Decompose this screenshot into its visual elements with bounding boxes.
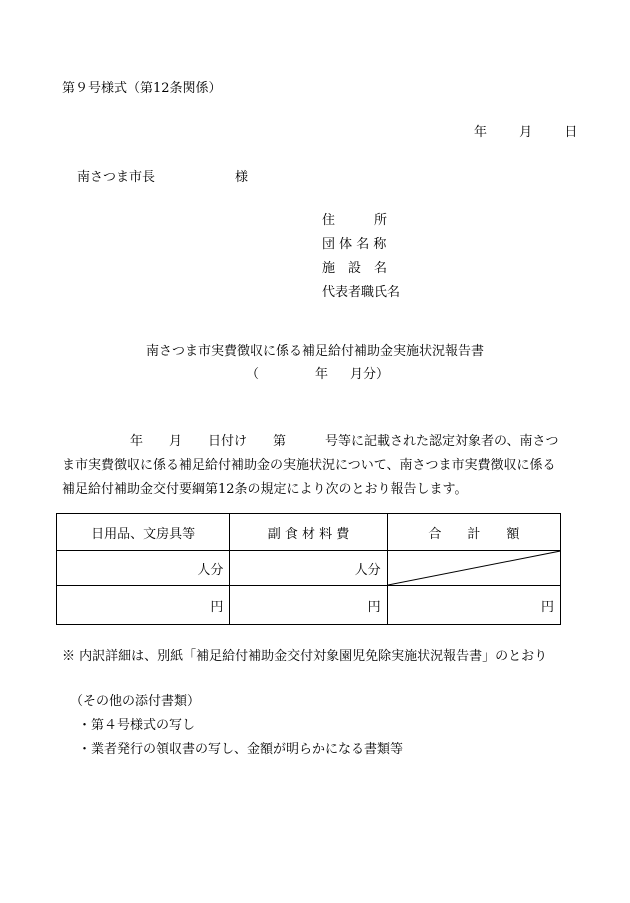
applicant-fields (322, 212, 400, 308)
table-amount-row (57, 586, 561, 625)
header-daily-goods: 日用品、文房具等 (57, 514, 230, 551)
date-line (474, 126, 577, 139)
report-table (56, 513, 561, 625)
attachments (70, 690, 403, 762)
report-body (62, 430, 568, 502)
diagonal-line (388, 551, 560, 585)
period-year: 年 (315, 367, 329, 382)
attachments-heading: （その他の添付書類） (70, 694, 201, 709)
persons-daily-goods: 人分 (57, 551, 230, 586)
date-month: 月 (519, 125, 533, 140)
attachment-item: ・業者発行の領収書の写し、金額が明らかになる書類等 (78, 742, 404, 757)
field-address: 住 所 (322, 213, 388, 228)
attachment-item: ・第４号様式の写し (78, 718, 196, 733)
addressee-name: 南さつま市長 (77, 170, 156, 185)
field-facility: 施 設 名 (322, 261, 388, 276)
field-representative: 代表者職氏名 (322, 285, 401, 300)
addressee (77, 171, 248, 184)
document-title: 南さつま市実費徴収に係る補足給付補助金実施状況報告書 (145, 344, 484, 359)
amount-daily-goods: 円 (57, 586, 230, 625)
header-total: 合 計 額 (387, 514, 560, 551)
amount-side-dish: 円 (230, 586, 387, 625)
detail-note: ※ 内訳詳細は、別紙「補足給付補助金交付対象園児免除実施状況報告書」のとおり (62, 649, 548, 664)
date-year: 年 (474, 125, 488, 140)
persons-side-dish: 人分 (230, 551, 387, 586)
report-period (246, 368, 389, 381)
table-persons-row (57, 551, 561, 586)
field-organization: 団 体 名 称 (322, 237, 387, 252)
body-line-3: 補足給付補助金交付要綱第12条の規定により次のとおり報告します。 (62, 482, 468, 497)
form-number: 第９号様式（第12条関係） (62, 81, 222, 96)
table-header-row (57, 514, 561, 551)
body-line-1: 年 月 日付け 第 号等に記載された認定対象者の、南さつ (130, 434, 559, 449)
period-month: 月分） (350, 367, 390, 382)
period-open: （ (246, 367, 260, 382)
header-side-dish-cost: 副 食 材 料 費 (230, 514, 387, 551)
date-day: 日 (564, 125, 578, 140)
body-line-2: ま市実費徴収に係る補足給付補助金の実施状況について、南さつま市実費徴収に係る (62, 458, 556, 473)
amount-total: 円 (387, 586, 560, 625)
addressee-honorific: 様 (235, 170, 249, 185)
total-persons-struck (387, 551, 560, 586)
